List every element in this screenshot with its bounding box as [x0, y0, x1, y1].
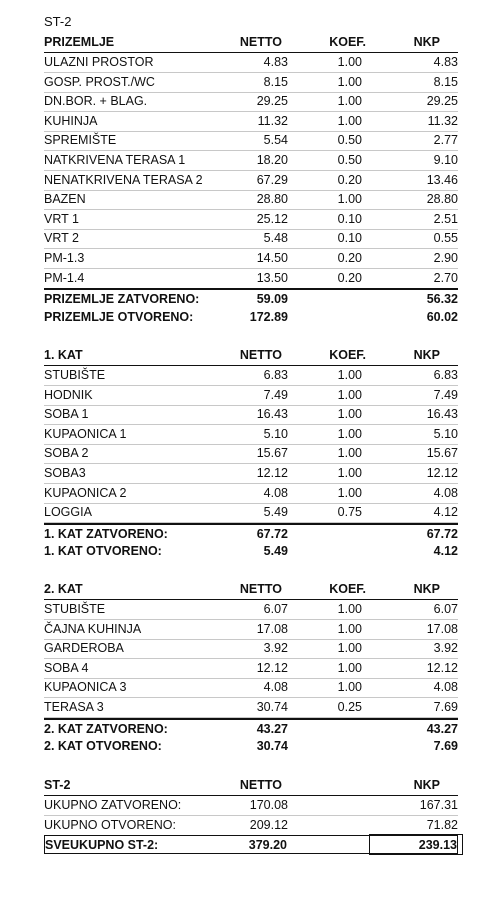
netto-cell: 11.32: [257, 113, 288, 128]
netto-cell: NETTO: [239, 778, 282, 792]
nkp-cell: 11.32: [427, 113, 458, 128]
netto-cell: NETTO: [239, 348, 282, 362]
section-total-row: [44, 542, 458, 561]
label-cell: ULAZNI PROSTOR: [44, 55, 154, 69]
label-cell: SOBA3: [44, 466, 86, 480]
table-row: [44, 112, 458, 132]
table-row: [44, 73, 458, 93]
netto-cell: 12.12: [256, 466, 288, 480]
label-cell: ČAJNA KUHINJA: [44, 621, 142, 636]
nkp-cell: 43.27: [426, 721, 458, 736]
summary-header: [44, 776, 458, 796]
table-row: [44, 698, 458, 718]
table-row: [44, 269, 458, 289]
nkp-cell: 7.69: [433, 739, 458, 754]
nkp-cell: 6.07: [433, 602, 458, 616]
nkp-cell: NKP: [413, 348, 440, 362]
label-cell: STUBIŠTE: [44, 602, 106, 616]
nkp-cell: 7.49: [433, 387, 458, 402]
nkp-cell: 5.10: [433, 426, 458, 441]
koef-cell: 1.00: [337, 660, 362, 675]
label-cell: SOBA 1: [44, 407, 89, 422]
nkp-cell: 15.67: [426, 446, 458, 461]
netto-cell: 5.54: [263, 133, 288, 148]
nkp-cell: 3.92: [433, 641, 458, 656]
netto-cell: 67.72: [256, 526, 288, 541]
netto-cell: 8.15: [263, 74, 288, 89]
table-row: [44, 678, 458, 698]
netto-cell: 18.20: [256, 153, 288, 167]
netto-cell: 43.27: [256, 721, 288, 736]
label-cell: DN.BOR. + BLAG.: [44, 94, 148, 109]
table-row: [44, 464, 458, 484]
nkp-cell: 2.70: [433, 270, 458, 285]
nkp-cell: 239.13: [418, 838, 457, 853]
table-row: [44, 171, 458, 191]
koef-cell: 1.00: [337, 55, 362, 69]
label-cell: UKUPNO OTVORENO:: [44, 817, 176, 832]
table-row: [44, 503, 458, 523]
label-cell: SOBA 2: [44, 446, 89, 461]
netto-cell: 172.89: [249, 309, 288, 324]
koef-cell: KOEF.: [329, 35, 366, 49]
nkp-cell: 67.72: [426, 526, 458, 541]
netto-cell: 17.08: [256, 621, 288, 636]
section-total-row: [44, 718, 458, 739]
label-cell: SOBA 4: [44, 660, 89, 675]
koef-cell: 1.00: [337, 94, 362, 109]
koef-cell: 0.25: [337, 700, 362, 714]
koef-cell: 1.00: [337, 74, 362, 89]
netto-cell: 5.10: [263, 426, 288, 441]
netto-cell: 25.12: [256, 211, 288, 226]
nkp-cell: 2.90: [433, 251, 458, 265]
nkp-cell: 29.25: [426, 94, 458, 109]
label-cell: SVEUKUPNO ST-2:: [45, 838, 159, 853]
netto-cell: 4.08: [263, 485, 288, 500]
label-cell: PRIZEMLJE ZATVORENO:: [44, 292, 200, 307]
label-cell: KUPAONICA 1: [44, 426, 127, 441]
nkp-cell: 7.69: [433, 700, 458, 714]
label-cell: 1. KAT OTVORENO:: [44, 544, 162, 559]
table-row: [44, 444, 458, 464]
nkp-cell: 71.82: [426, 817, 458, 832]
summary-row: [44, 816, 458, 836]
koef-cell: 0.75: [337, 505, 362, 520]
summary-row: [44, 796, 458, 816]
nkp-cell: 4.12: [433, 505, 458, 520]
koef-cell: 1.00: [337, 621, 362, 636]
netto-cell: 6.07: [263, 602, 288, 616]
label-cell: 1. KAT ZATVORENO:: [44, 526, 168, 541]
netto-cell: 16.43: [256, 407, 288, 422]
nkp-cell: 9.10: [433, 153, 458, 167]
netto-cell: 7.49: [263, 387, 288, 402]
table-row: [44, 249, 458, 269]
nkp-cell: 12.12: [426, 660, 458, 675]
netto-cell: 29.25: [256, 94, 288, 109]
koef-cell: 1.00: [337, 426, 362, 441]
nkp-cell: 4.83: [433, 55, 458, 69]
nkp-cell: NKP: [413, 35, 440, 49]
label-cell: VRT 1: [44, 211, 79, 226]
netto-cell: 14.50: [256, 251, 288, 265]
table-row: [44, 639, 458, 659]
label-cell: GARDEROBA: [44, 641, 124, 656]
koef-cell: 0.20: [337, 270, 362, 285]
koef-cell: 1.00: [337, 602, 362, 616]
koef-cell: 1.00: [337, 466, 362, 480]
netto-cell: 30.74: [256, 700, 288, 714]
netto-cell: 12.12: [256, 660, 288, 675]
koef-cell: 1.00: [337, 485, 362, 500]
netto-cell: 13.50: [256, 270, 288, 285]
label-cell: PM-1.3: [44, 251, 85, 265]
label-cell: UKUPNO ZATVORENO:: [44, 798, 182, 812]
koef-cell: 0.20: [337, 251, 362, 265]
nkp-cell: 0.55: [433, 231, 458, 246]
nkp-cell: 2.51: [433, 211, 458, 226]
netto-cell: 67.29: [256, 172, 288, 187]
label-cell: 2. KAT OTVORENO:: [44, 739, 162, 754]
document-title: ST-2: [44, 14, 72, 29]
nkp-cell: 17.08: [426, 621, 458, 636]
label-cell: GOSP. PROST./WC: [44, 74, 155, 89]
koef-cell: 1.00: [337, 192, 362, 207]
label-cell: PM-1.4: [44, 270, 85, 285]
table-row: [44, 405, 458, 425]
label-cell: NENATKRIVENA TERASA 2: [44, 172, 203, 187]
nkp-cell: 4.08: [433, 485, 458, 500]
section-total-row: [44, 523, 458, 544]
nkp-cell: 12.12: [426, 466, 458, 480]
netto-cell: 3.92: [263, 641, 288, 656]
nkp-cell: 167.31: [419, 798, 458, 812]
netto-cell: NETTO: [239, 35, 282, 49]
netto-cell: 4.83: [263, 55, 288, 69]
table-row: [44, 484, 458, 504]
table-row: [44, 620, 458, 640]
koef-cell: 0.50: [337, 133, 362, 148]
label-cell: NATKRIVENA TERASA 1: [44, 153, 186, 167]
koef-cell: 1.00: [337, 387, 362, 402]
label-cell: 1. KAT: [44, 348, 83, 362]
label-cell: SPREMIŠTE: [44, 133, 117, 148]
section-header: [44, 580, 458, 600]
section-total-row: [44, 288, 458, 309]
netto-cell: 4.08: [263, 680, 288, 695]
table-row: [44, 386, 458, 406]
nkp-cell: NKP: [413, 778, 440, 792]
koef-cell: 0.50: [337, 153, 362, 167]
koef-cell: 1.00: [337, 446, 362, 461]
netto-cell: 209.12: [249, 817, 288, 832]
nkp-cell: NKP: [413, 582, 440, 596]
nkp-cell: 2.77: [433, 133, 458, 148]
netto-cell: 379.20: [248, 838, 287, 853]
section-header: [44, 33, 458, 53]
netto-cell: 59.09: [256, 292, 288, 307]
netto-cell: NETTO: [239, 582, 282, 596]
label-cell: ST-2: [44, 778, 71, 792]
koef-cell: 1.00: [337, 680, 362, 695]
label-cell: HODNIK: [44, 387, 93, 402]
netto-cell: 28.80: [256, 192, 288, 207]
label-cell: STUBIŠTE: [44, 368, 106, 382]
nkp-cell: 13.46: [426, 172, 458, 187]
label-cell: LOGGIA: [44, 505, 92, 520]
section-total-row: [44, 737, 458, 756]
nkp-cell: 4.08: [433, 680, 458, 695]
nkp-cell: 4.12: [433, 544, 458, 559]
grand-total-nkp-box: [369, 834, 463, 855]
table-row: [44, 366, 458, 386]
koef-cell: 1.00: [337, 641, 362, 656]
nkp-cell: 60.02: [426, 309, 458, 324]
label-cell: KUPAONICA 2: [44, 485, 127, 500]
label-cell: 2. KAT ZATVORENO:: [44, 721, 168, 736]
koef-cell: KOEF.: [329, 582, 366, 596]
table-row: [44, 659, 458, 679]
label-cell: KUHINJA: [44, 113, 98, 128]
label-cell: VRT 2: [44, 231, 79, 246]
netto-cell: 15.67: [256, 446, 288, 461]
table-row: [44, 425, 458, 445]
table-row: [44, 92, 458, 112]
section-header: [44, 346, 458, 366]
nkp-cell: 16.43: [426, 407, 458, 422]
table-row: [44, 229, 458, 249]
nkp-cell: 56.32: [426, 292, 458, 307]
table-row: [44, 190, 458, 210]
nkp-cell: 6.83: [433, 368, 458, 382]
table-row: [44, 131, 458, 151]
koef-cell: KOEF.: [329, 348, 366, 362]
netto-cell: 30.74: [256, 739, 288, 754]
koef-cell: 1.00: [337, 407, 362, 422]
koef-cell: 1.00: [337, 368, 362, 382]
table-row: [44, 151, 458, 171]
koef-cell: 0.20: [337, 172, 362, 187]
netto-cell: 170.08: [249, 798, 288, 812]
section-total-row: [44, 308, 458, 327]
table-row: [44, 53, 458, 73]
label-cell: PRIZEMLJE: [44, 35, 115, 49]
label-cell: PRIZEMLJE OTVORENO:: [44, 309, 194, 324]
netto-cell: 5.49: [263, 505, 288, 520]
netto-cell: 5.49: [263, 544, 288, 559]
label-cell: 2. KAT: [44, 582, 83, 596]
koef-cell: 0.10: [337, 231, 362, 246]
label-cell: KUPAONICA 3: [44, 680, 127, 695]
nkp-cell: 8.15: [433, 74, 458, 89]
label-cell: TERASA 3: [44, 700, 104, 714]
netto-cell: 6.83: [263, 368, 288, 382]
netto-cell: 5.48: [263, 231, 288, 246]
table-row: [44, 600, 458, 620]
label-cell: BAZEN: [44, 192, 86, 207]
table-row: [44, 210, 458, 230]
nkp-cell: 28.80: [426, 192, 458, 207]
koef-cell: 1.00: [337, 113, 362, 128]
koef-cell: 0.10: [337, 211, 362, 226]
